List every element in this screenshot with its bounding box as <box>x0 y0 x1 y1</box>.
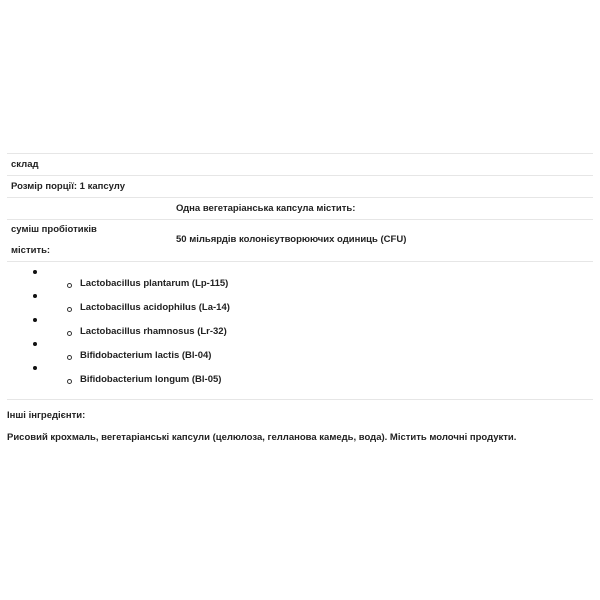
bullet-icon <box>33 270 37 274</box>
bullet-icon <box>33 294 37 298</box>
table-divider <box>7 175 593 176</box>
strain-item: Lactobacillus rhamnosus (Lr-32) <box>80 326 227 337</box>
probiotic-blend-label-line1: суміш пробіотиків <box>11 224 97 235</box>
bullet-icon <box>33 366 37 370</box>
probiotic-blend-label-line2: містить: <box>11 245 51 256</box>
table-divider <box>7 219 593 220</box>
circle-bullet-icon <box>67 307 72 312</box>
circle-bullet-icon <box>67 331 72 336</box>
circle-bullet-icon <box>67 355 72 360</box>
serving-size: Розмір порції: 1 капсулу <box>11 181 126 192</box>
circle-bullet-icon <box>67 379 72 384</box>
table-divider <box>7 261 593 262</box>
table-divider <box>7 399 593 400</box>
table-divider <box>7 197 593 198</box>
strain-item: Bifidobacterium lactis (Bl-04) <box>80 350 212 361</box>
probiotic-blend-amount: 50 мільярдів колонієутворюючих одиниць (CFU) <box>176 234 407 245</box>
strain-item: Lactobacillus acidophilus (La-14) <box>80 302 230 313</box>
table-divider <box>7 153 593 154</box>
bullet-icon <box>33 318 37 322</box>
bullet-icon <box>33 342 37 346</box>
per-capsule-header: Одна вегетаріанська капсула містить: <box>176 203 356 214</box>
other-ingredients-text: Рисовий крохмаль, вегетаріанські капсули (целюлоза, гелланова камедь, вода). Містить молочні продукти. <box>7 432 517 443</box>
composition-header: склад <box>11 159 39 170</box>
strain-item: Lactobacillus plantarum (Lp-115) <box>80 278 229 289</box>
circle-bullet-icon <box>67 283 72 288</box>
other-ingredients-label: Інші інгредієнти: <box>7 410 86 421</box>
strain-item: Bifidobacterium longum (Bl-05) <box>80 374 222 385</box>
